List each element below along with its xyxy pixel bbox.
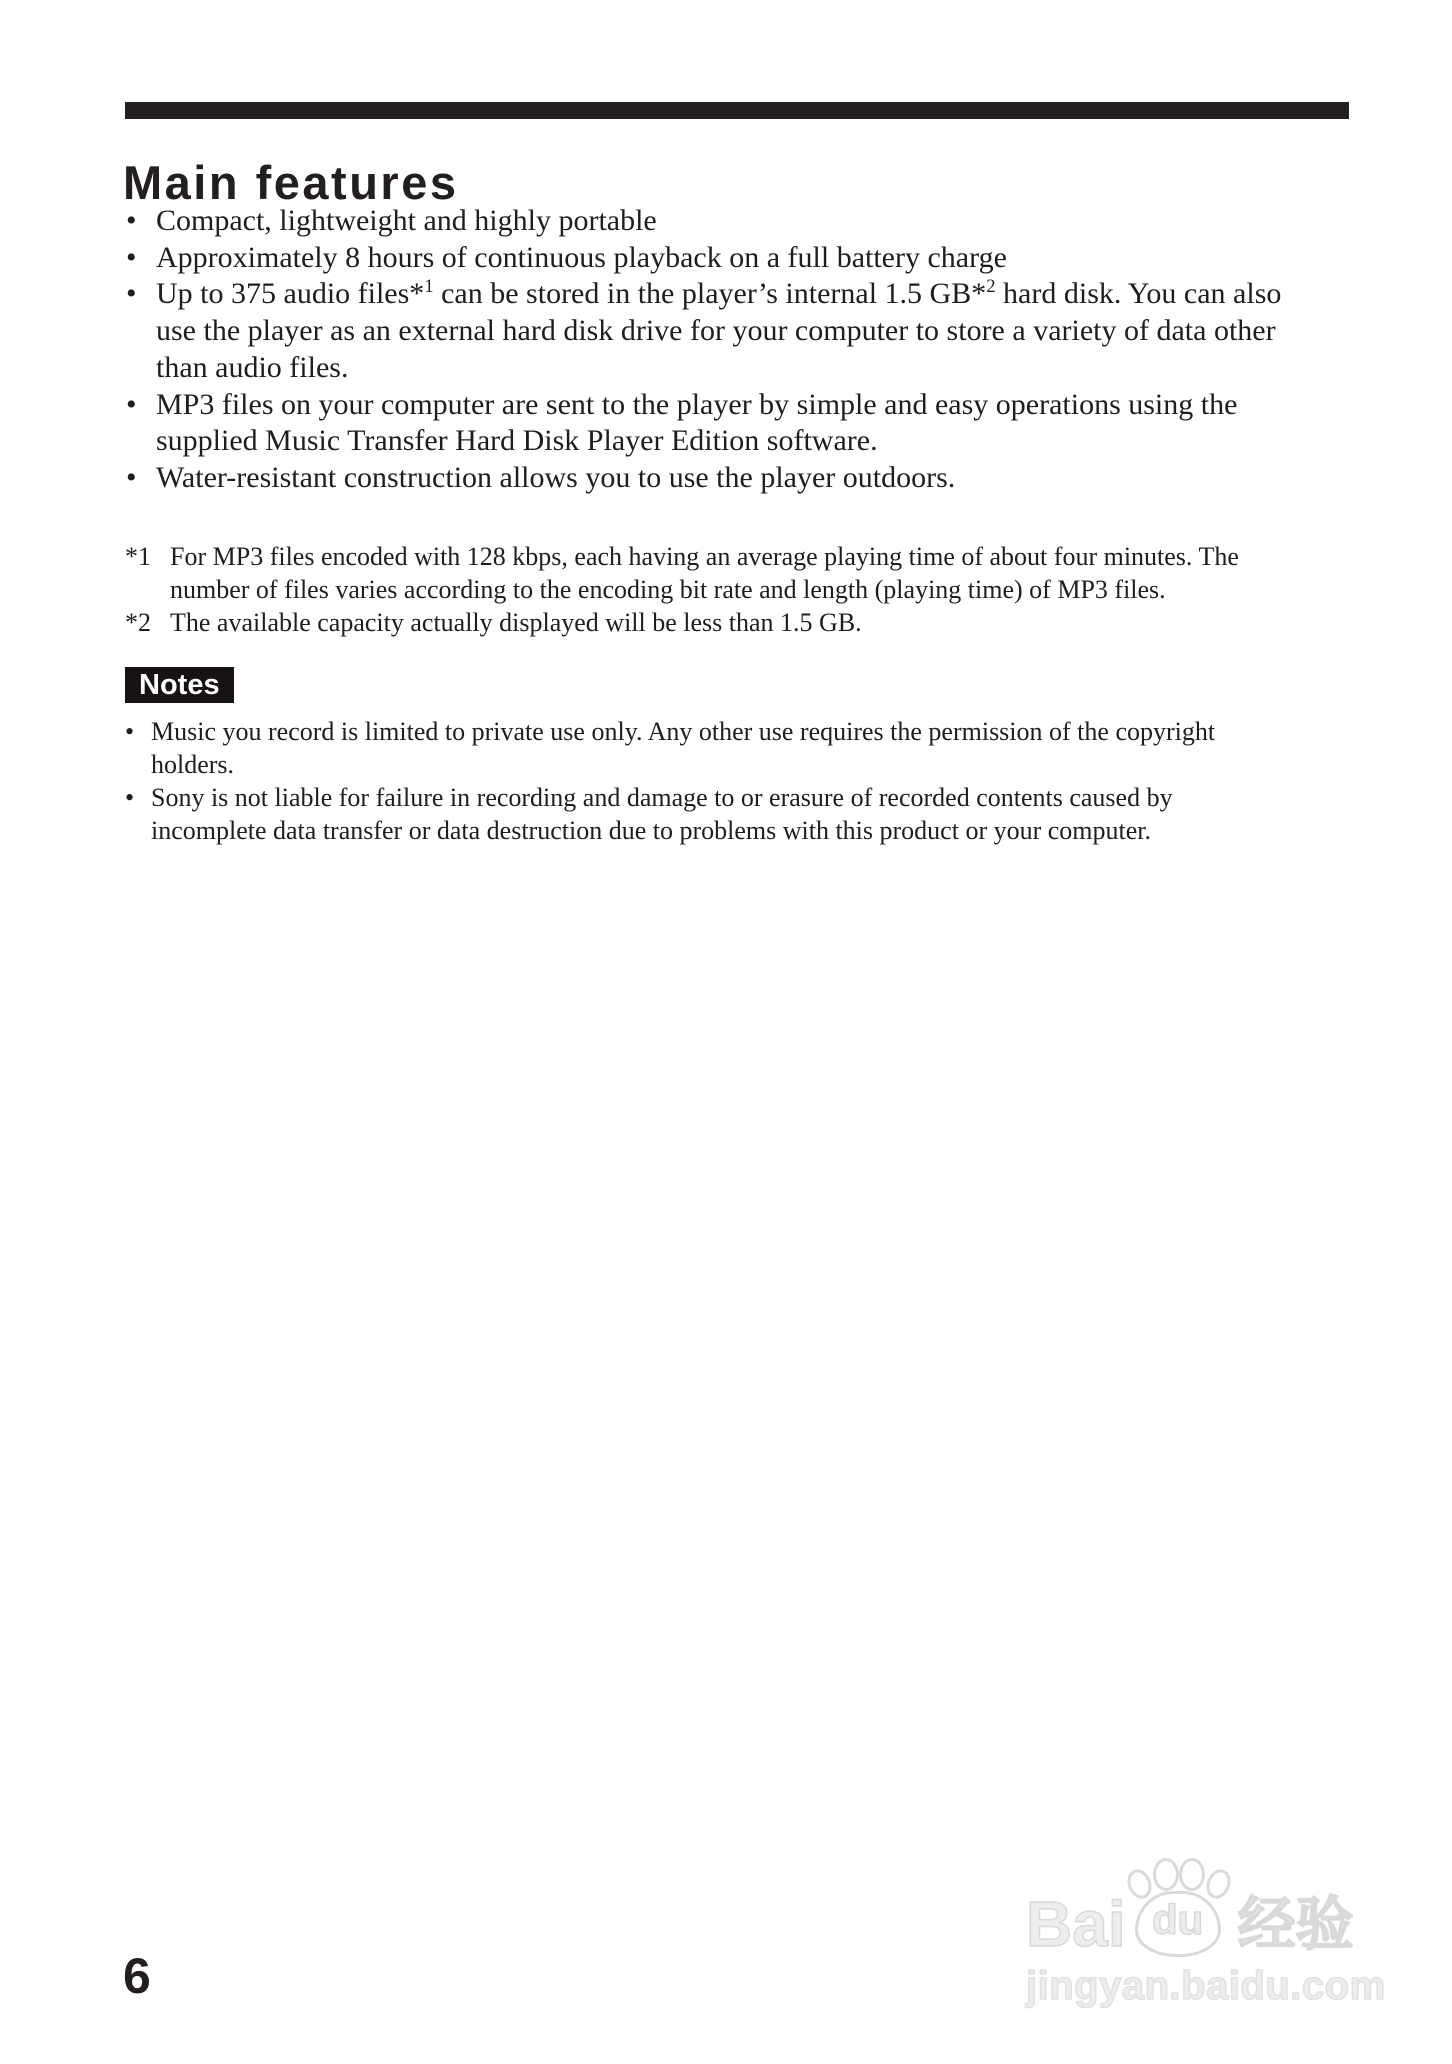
bullet-icon: •	[126, 204, 137, 237]
list-item	[125, 715, 1215, 781]
feature-list	[125, 203, 1281, 497]
text-line: Water-resistant construction allows you to use the player outdoors.	[156, 460, 956, 494]
footnote-ref: 1	[424, 276, 434, 298]
footnote-marker: *1	[125, 542, 151, 571]
notes-list	[125, 715, 1215, 847]
footnote-ref: 2	[986, 276, 996, 298]
list-item	[125, 387, 1281, 460]
footnotes	[125, 540, 1239, 639]
text-segment: can be stored in the player’s internal 1.5 GB*	[433, 277, 987, 311]
text-line: Approximately 8 hours of continuous playback on a full battery charge	[156, 240, 1007, 274]
watermark-brand-text: Bai	[1026, 1888, 1126, 1961]
bullet-icon: •	[125, 717, 135, 746]
text-line: MP3 files on your computer are sent to the player by simple and easy operations using the	[156, 387, 1238, 421]
text-line: Music you record is limited to private use only. Any other use requires the permission of the copyright	[151, 717, 1216, 746]
bullet-icon: •	[126, 240, 137, 274]
watermark-url: jingyan.baidu.com	[1026, 1964, 1386, 2008]
text-line: use the player as an external hard disk drive for your computer to store a variety of data other	[156, 314, 1276, 348]
bullet-icon: •	[125, 783, 135, 812]
page-number: 6	[123, 1948, 151, 2004]
text-line: incomplete data transfer or data destruction due to problems with this product or your computer.	[151, 816, 1152, 845]
watermark-brand-row	[1026, 1858, 1386, 1961]
bullet-icon: •	[126, 387, 137, 421]
footnote	[125, 606, 1239, 639]
text-line: Sony is not liable for failure in recording and damage to or erasure of recorded contents caused by	[151, 783, 1173, 812]
text-line: Compact, lightweight and highly portable	[156, 204, 657, 237]
footnote-marker: *2	[125, 608, 151, 637]
list-item	[125, 240, 1281, 277]
text-line: holders.	[151, 750, 235, 779]
text-line: For MP3 files encoded with 128 kbps, each having an average playing time of about four minutes. The	[170, 542, 1239, 571]
watermark-brand-cn: 经验	[1237, 1892, 1354, 1958]
list-item	[125, 460, 1281, 497]
paw-icon	[1127, 1858, 1229, 1954]
text-segment: hard disk. You can also	[995, 277, 1282, 311]
footnote	[125, 540, 1239, 606]
list-item	[125, 276, 1281, 386]
bullet-icon: •	[126, 277, 137, 311]
list-item	[125, 781, 1215, 847]
page-title: Main features	[123, 156, 459, 210]
text-line: than audio files.	[156, 350, 349, 384]
text-line: supplied Music Transfer Hard Disk Player Edition software.	[156, 424, 878, 458]
notes-badge: Notes	[125, 667, 234, 703]
section-rule-bar	[125, 102, 1349, 119]
text-line	[156, 276, 1281, 313]
text-line: The available capacity actually displayed will be less than 1.5 GB.	[170, 608, 862, 637]
text-segment: Up to 375 audio files*	[156, 277, 425, 311]
bullet-icon: •	[126, 460, 137, 494]
watermark-brand-text: du	[1151, 1896, 1204, 1943]
baidu-watermark	[1026, 1858, 1386, 2006]
list-item	[125, 203, 1281, 240]
text-line: number of files varies according to the encoding bit rate and length (playing time) of MP3 files.	[170, 575, 1166, 604]
